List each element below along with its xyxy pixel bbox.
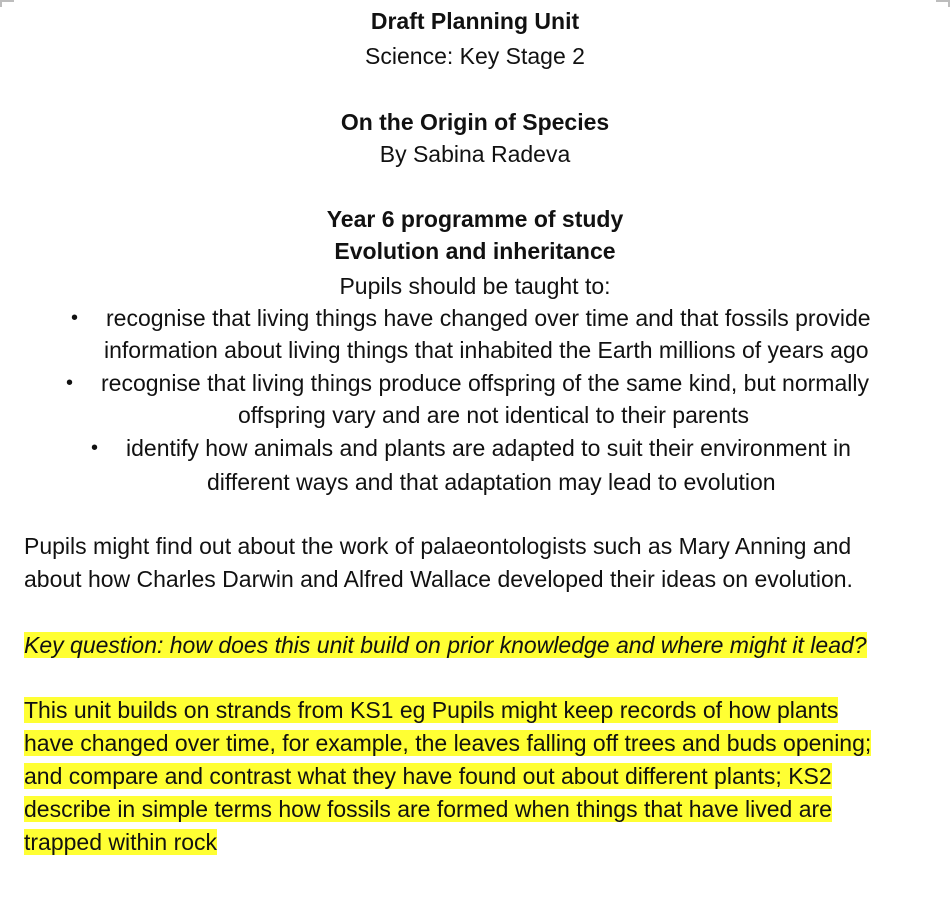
key-question-text: Key question: how does this unit build on prior knowledge and where might it lead? — [24, 632, 867, 658]
builds-on-line — [24, 793, 832, 826]
bullet-text: recognise that living things produce offspring of the same kind, but normally — [101, 370, 869, 396]
builds-on-line — [24, 826, 217, 859]
unit-title: On the Origin of Species — [340, 109, 610, 135]
programme-heading: Year 6 programme of study — [326, 206, 624, 232]
bullet-icon: • — [66, 372, 74, 394]
bullet-text: different ways and that adaptation may lead to evolution — [207, 469, 776, 495]
bullet-icon: • — [91, 437, 99, 459]
programme-intro: Pupils should be taught to: — [339, 273, 611, 299]
note-line: about how Charles Darwin and Alfred Wallace developed their ideas on evolution. — [24, 566, 853, 592]
builds-on-line — [24, 694, 838, 727]
highlighted-text: describe in simple terms how fossils are formed when things that have lived are — [24, 796, 832, 822]
bullet-text: recognise that living things have changed over time and that fossils provide — [106, 305, 871, 331]
key-question[interactable] — [24, 629, 867, 662]
bullet-text: information about living things that inhabited the Earth millions of years ago — [104, 337, 869, 363]
highlighted-text: This unit builds on strands from KS1 eg Pupils might keep records of how plants — [24, 697, 839, 723]
bullet-text: offspring vary and are not identical to their parents — [238, 402, 749, 428]
highlighted-text: have changed over time, for example, the leaves falling off trees and buds opening; — [24, 730, 872, 756]
bullet-text: identify how animals and plants are adapted to suit their environment in — [126, 435, 851, 461]
builds-on-line — [24, 760, 832, 793]
highlighted-text: trapped within rock — [24, 829, 218, 855]
programme-subheading: Evolution and inheritance — [334, 238, 616, 264]
document-title: Draft Planning Unit — [370, 8, 580, 34]
note-line: Pupils might find out about the work of palaeontologists such as Mary Anning and — [24, 533, 852, 559]
highlighted-text: and compare and contrast what they have found out about different plants; KS2 — [24, 763, 832, 789]
bullet-icon: • — [71, 307, 79, 329]
builds-on-line — [24, 727, 871, 760]
author-line: By Sabina Radeva — [379, 141, 571, 167]
subject-line: Science: Key Stage 2 — [365, 43, 585, 69]
